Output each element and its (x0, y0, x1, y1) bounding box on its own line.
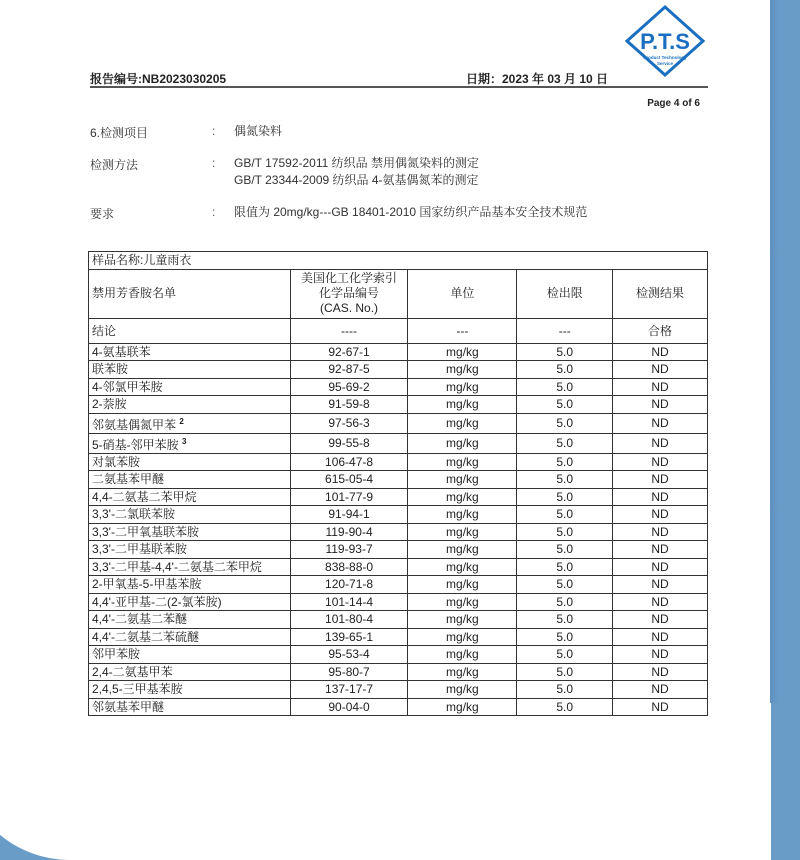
result-cell: ND (613, 611, 708, 629)
cas-cell: 615-05-4 (290, 471, 408, 489)
amine-name-text: 邻氨基苯甲醚 (92, 699, 165, 714)
result-cell: ND (613, 628, 708, 646)
result-cell: ND (613, 343, 708, 361)
amine-name-text: 3,3'-二氯联苯胺 (92, 507, 175, 522)
pts-logo (625, 5, 705, 77)
cas-header-line: (CAS. No.) (320, 301, 379, 315)
unit-cell: mg/kg (408, 681, 517, 699)
limit-cell: 5.0 (517, 343, 613, 361)
amine-name (89, 396, 291, 414)
result-cell: ND (613, 576, 708, 594)
table-row (89, 646, 708, 664)
cas-cell: 97-56-3 (290, 413, 408, 433)
amine-name-text: 4,4-二氨基二苯甲烷 (92, 489, 197, 504)
table-row (89, 471, 708, 489)
amine-name-text: 对氯苯胺 (92, 454, 141, 469)
amine-name (89, 378, 291, 396)
result-cell: ND (613, 471, 708, 489)
test-method-value-2: GB/T 23344-2009 纺织品 4-氨基偶氮苯的测定 (234, 173, 479, 187)
amine-name (89, 413, 291, 433)
limit-cell: 5.0 (517, 541, 613, 559)
amine-name (89, 361, 291, 379)
unit-cell: mg/kg (408, 506, 517, 524)
amine-name-text: 4,4'-二氨基二苯硫醚 (92, 629, 199, 644)
limit-cell: 5.0 (517, 506, 613, 524)
test-method-value-1: GB/T 17592-2011 纺织品 禁用偶氮染料的测定 (234, 156, 479, 170)
table-row (89, 523, 708, 541)
limit-cell: 5.0 (517, 378, 613, 396)
limit-cell: 5.0 (517, 681, 613, 699)
table-row (89, 576, 708, 594)
amine-name-text: 3,3'-二甲基联苯胺 (92, 542, 187, 557)
limit-cell: 5.0 (517, 413, 613, 433)
table-row (89, 506, 708, 524)
header-amine-name: 禁用芳香胺名单 (89, 269, 291, 318)
cas-cell: 119-90-4 (290, 523, 408, 541)
test-item-label: 6.检测项目 (90, 126, 149, 140)
table-row (89, 558, 708, 576)
limit-cell: 5.0 (517, 433, 613, 453)
amine-name (89, 433, 291, 453)
limit-cell: 5.0 (517, 361, 613, 379)
amine-name-text: 2,4-二氨基甲苯 (92, 664, 173, 679)
result-cell: ND (613, 593, 708, 611)
cas-cell: 101-77-9 (290, 488, 408, 506)
table-row (89, 488, 708, 506)
header-limit: 检出限 (517, 269, 613, 318)
limit-cell: 5.0 (517, 576, 613, 594)
amine-name (89, 698, 291, 716)
result-cell: ND (613, 558, 708, 576)
table-row (89, 541, 708, 559)
result-cell: ND (613, 488, 708, 506)
amine-name (89, 663, 291, 681)
header-divider (90, 86, 708, 88)
limit-cell: 5.0 (517, 611, 613, 629)
conclusion-result: 合格 (613, 318, 708, 343)
amine-name (89, 593, 291, 611)
conclusion-unit: --- (408, 318, 517, 343)
table-row (89, 378, 708, 396)
page-number: Page 4 of 6 (647, 98, 700, 109)
table-row (89, 681, 708, 699)
result-cell: ND (613, 361, 708, 379)
cas-header-line: 化学品编号 (319, 286, 380, 300)
unit-cell: mg/kg (408, 413, 517, 433)
report-number: 报告编号:NB2023030205 (90, 72, 227, 86)
unit-cell: mg/kg (408, 433, 517, 453)
limit-cell: 5.0 (517, 396, 613, 414)
limit-cell: 5.0 (517, 523, 613, 541)
table-row (89, 413, 708, 433)
header-unit: 单位 (408, 269, 517, 318)
unit-cell: mg/kg (408, 453, 517, 471)
amine-name-text: 3,3'-二甲基-4,4'-二氨基二苯甲烷 (92, 559, 262, 574)
conclusion-limit: --- (517, 318, 613, 343)
result-cell: ND (613, 433, 708, 453)
colon: : (212, 124, 216, 138)
limit-cell: 5.0 (517, 471, 613, 489)
limit-cell: 5.0 (517, 488, 613, 506)
requirement-label: 要求 (90, 207, 115, 221)
svg-text:Product Technology: Product Technology (643, 55, 687, 60)
amine-name-text: 二氨基苯甲醚 (92, 472, 165, 487)
unit-cell: mg/kg (408, 361, 517, 379)
amine-name-text: 4,4'-亚甲基-二(2-氯苯胺) (92, 594, 222, 609)
cas-cell: 95-69-2 (290, 378, 408, 396)
table-row (89, 611, 708, 629)
header-cas (290, 269, 408, 318)
limit-cell: 5.0 (517, 628, 613, 646)
amine-name-text: 2,4,5-三甲基苯胺 (92, 682, 183, 697)
header-result: 检测结果 (613, 269, 708, 318)
cas-cell: 92-87-5 (290, 361, 408, 379)
limit-cell: 5.0 (517, 453, 613, 471)
amine-name-text: 3,3'-二甲氧基联苯胺 (92, 524, 199, 539)
unit-cell: mg/kg (408, 541, 517, 559)
cas-cell: 119-93-7 (290, 541, 408, 559)
cas-cell: 95-80-7 (290, 663, 408, 681)
table-row (89, 343, 708, 361)
unit-cell: mg/kg (408, 558, 517, 576)
footnote-marker: 3 (182, 436, 187, 446)
result-cell: ND (613, 698, 708, 716)
limit-cell: 5.0 (517, 646, 613, 664)
unit-cell: mg/kg (408, 628, 517, 646)
table-row (89, 453, 708, 471)
cas-cell: 838-88-0 (290, 558, 408, 576)
cas-cell: 137-17-7 (290, 681, 408, 699)
result-cell: ND (613, 413, 708, 433)
result-cell: ND (613, 541, 708, 559)
unit-cell: mg/kg (408, 698, 517, 716)
table-row (89, 593, 708, 611)
cas-cell: 92-67-1 (290, 343, 408, 361)
amine-name (89, 343, 291, 361)
amine-name-text: 4,4'-二氨基二苯醚 (92, 612, 187, 627)
unit-cell: mg/kg (408, 663, 517, 681)
result-cell: ND (613, 523, 708, 541)
requirement-value: 限值为 20mg/kg---GB 18401-2010 国家纺织产品基本安全技术规范 (234, 205, 588, 219)
unit-cell: mg/kg (408, 378, 517, 396)
amine-name-text: 5-硝基-邻甲苯胺 (92, 437, 179, 452)
unit-cell: mg/kg (408, 611, 517, 629)
unit-cell: mg/kg (408, 576, 517, 594)
test-method-label: 检测方法 (90, 158, 139, 172)
table-row (89, 396, 708, 414)
unit-cell: mg/kg (408, 646, 517, 664)
cas-cell: 106-47-8 (290, 453, 408, 471)
amine-name-text: 联苯胺 (92, 362, 129, 377)
cas-cell: 99-55-8 (290, 433, 408, 453)
table-row (89, 628, 708, 646)
cas-cell: 95-53-4 (290, 646, 408, 664)
cas-cell: 101-14-4 (290, 593, 408, 611)
result-cell: ND (613, 378, 708, 396)
amine-name (89, 646, 291, 664)
result-cell: ND (613, 646, 708, 664)
report-date: 日期：2023 年 03 月 10 日 (466, 72, 609, 86)
result-cell: ND (613, 506, 708, 524)
cas-cell: 139-65-1 (290, 628, 408, 646)
limit-cell: 5.0 (517, 558, 613, 576)
sample-name: 样品名称:儿童雨衣 (89, 252, 708, 270)
amine-name (89, 523, 291, 541)
amine-name (89, 681, 291, 699)
cas-cell: 101-80-4 (290, 611, 408, 629)
unit-cell: mg/kg (408, 471, 517, 489)
amine-name-text: 2-甲氧基-5-甲基苯胺 (92, 577, 202, 592)
conclusion-label: 结论 (89, 318, 291, 343)
amine-name (89, 471, 291, 489)
svg-text:P.T.S: P.T.S (640, 29, 690, 54)
colon: : (212, 205, 216, 219)
test-item-value: 偶氮染料 (234, 124, 283, 138)
amine-name (89, 611, 291, 629)
svg-text:Service: Service (656, 61, 674, 66)
result-cell: ND (613, 663, 708, 681)
amine-name (89, 576, 291, 594)
limit-cell: 5.0 (517, 663, 613, 681)
unit-cell: mg/kg (408, 593, 517, 611)
unit-cell: mg/kg (408, 396, 517, 414)
cas-header-line: 美国化工化学索引 (301, 271, 398, 285)
amine-name-text: 4-邻氯甲苯胺 (92, 379, 163, 394)
table-row (89, 663, 708, 681)
limit-cell: 5.0 (517, 698, 613, 716)
unit-cell: mg/kg (408, 488, 517, 506)
result-cell: ND (613, 681, 708, 699)
amine-name-text: 2-萘胺 (92, 397, 127, 412)
cas-cell: 91-59-8 (290, 396, 408, 414)
conclusion-cas: ---- (290, 318, 408, 343)
amine-name (89, 506, 291, 524)
colon: : (212, 156, 216, 170)
footnote-marker: 2 (179, 416, 184, 426)
amine-name-text: 4-氨基联苯 (92, 344, 151, 359)
result-cell: ND (613, 396, 708, 414)
table-row (89, 433, 708, 453)
amine-name (89, 488, 291, 506)
cas-cell: 91-94-1 (290, 506, 408, 524)
limit-cell: 5.0 (517, 593, 613, 611)
unit-cell: mg/kg (408, 343, 517, 361)
amine-name (89, 541, 291, 559)
result-cell: ND (613, 453, 708, 471)
results-table (88, 251, 708, 716)
cas-cell: 120-71-8 (290, 576, 408, 594)
amine-name-text: 邻氨基偶氮甲苯 (92, 417, 177, 432)
amine-name (89, 558, 291, 576)
page-edge-shadow (770, 0, 778, 703)
table-row (89, 698, 708, 716)
amine-name (89, 628, 291, 646)
table-row (89, 361, 708, 379)
amine-name-text: 邻甲苯胺 (92, 647, 141, 662)
amine-name (89, 453, 291, 471)
cas-cell: 90-04-0 (290, 698, 408, 716)
unit-cell: mg/kg (408, 523, 517, 541)
